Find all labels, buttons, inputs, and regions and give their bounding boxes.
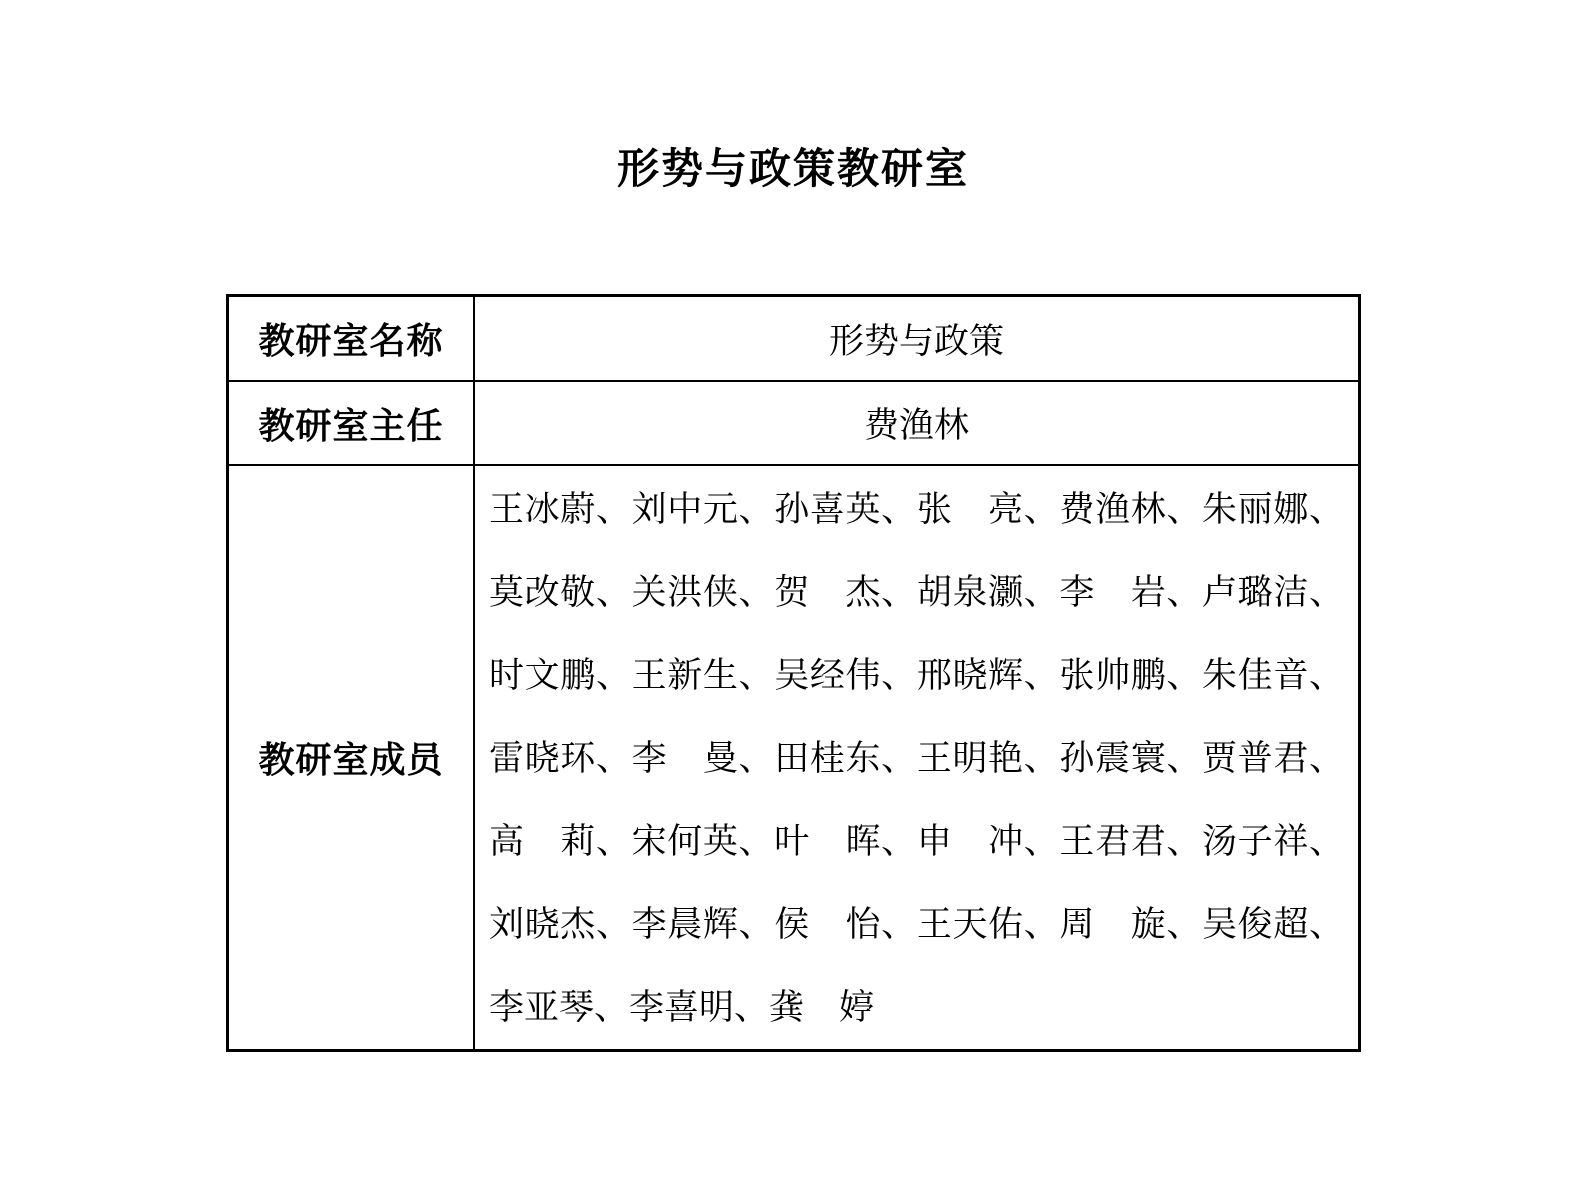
member-names-line: 高 莉、宋何英、叶 晖、申 冲、王君君、汤子祥、 xyxy=(489,822,1344,861)
table-row-office-director xyxy=(228,381,1360,465)
office-members-label: 教研室成员 xyxy=(228,465,475,1051)
member-names-line: 刘晓杰、李晨辉、侯 怡、王天佑、周 旋、吴俊超、 xyxy=(489,905,1344,944)
member-names-line: 雷晓环、李 曼、田桂东、王明艳、孙震寰、贾普君、 xyxy=(489,739,1344,778)
table-row-office-members xyxy=(228,465,1360,1051)
table-row-office-name xyxy=(228,296,1360,382)
office-director-value: 费渔林 xyxy=(474,381,1360,465)
page-title: 形势与政策教研室 xyxy=(616,147,969,193)
office-members-value xyxy=(474,465,1360,1051)
office-name-value: 形势与政策 xyxy=(474,296,1360,382)
member-names-line: 莫改敬、关洪侠、贺 杰、胡泉灏、李 岩、卢璐洁、 xyxy=(489,573,1344,612)
office-director-label: 教研室主任 xyxy=(228,381,475,465)
office-info-table xyxy=(226,294,1361,1052)
member-names-line: 王冰蔚、刘中元、孙喜英、张 亮、费渔林、朱丽娜、 xyxy=(489,490,1344,529)
member-names-line: 时文鹏、王新生、吴经伟、邢晓辉、张帅鹏、朱佳音、 xyxy=(489,656,1344,695)
office-name-label: 教研室名称 xyxy=(228,296,475,382)
member-names-line: 李亚琴、李喜明、龚 婷 xyxy=(489,988,875,1027)
